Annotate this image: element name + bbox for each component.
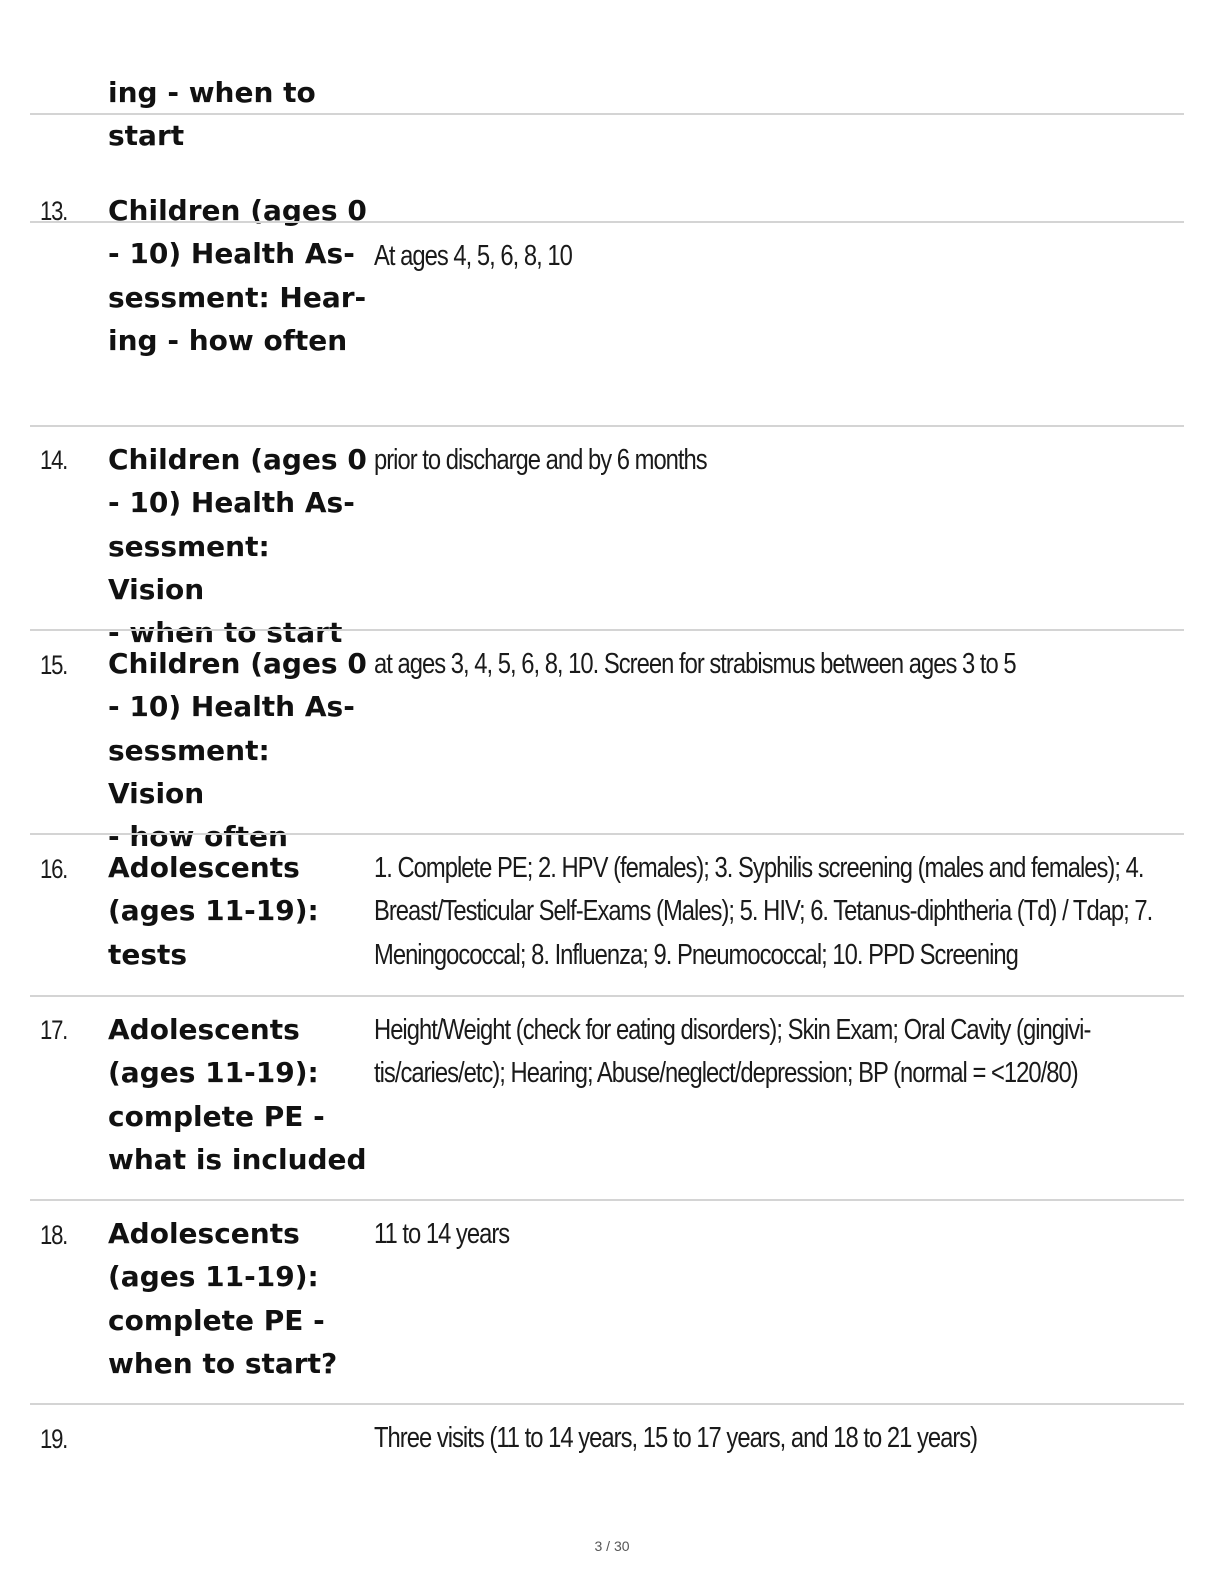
row-number-18: 18. [40, 1220, 68, 1250]
row-number-13: 13. [40, 196, 68, 226]
row-number-15: 15. [40, 650, 68, 680]
row-number-14: 14. [40, 445, 68, 475]
row-divider [30, 1199, 1184, 1201]
definition-17: Height/Weight (check for eating disorders); Skin Exam; Oral Cavity (gingivi- tis/caries/etc); Hearing; Abuse/neglect/depression; BP (normal = <120/80) [374, 1014, 1091, 1090]
term-16: Adolescents (ages 11-19): tests [108, 851, 319, 971]
definition-13: At ages 4, 5, 6, 8, 10 [374, 240, 572, 272]
row-divider [30, 1403, 1184, 1405]
term-14: Children (ages 0 - 10) Health As- sessment: Vision - when to start [108, 443, 367, 650]
row-divider [30, 113, 1184, 115]
row-divider [30, 833, 1184, 835]
definition-16: 1. Complete PE; 2. HPV (females); 3. Syphilis screening (males and females); 4. Breast/Testicular Self-Exams (Males); 5. HIV; 6. Tetanus-diphtheria (Td) / Tdap; 7. Meningococcal; 8. Influenza; 9. Pneumococcal; 10. PPD Screening [374, 852, 1153, 971]
definition-18: 11 to 14 years [374, 1218, 510, 1250]
term-17: Adolescents (ages 11-19): complete PE - what is included [108, 1013, 367, 1176]
definition-15: at ages 3, 4, 5, 6, 8, 10. Screen for strabismus between ages 3 to 5 [374, 648, 1016, 680]
term-15: Children (ages 0 - 10) Health As- sessment: Vision - how often [108, 647, 367, 854]
row-divider [30, 221, 1184, 223]
row-number-16: 16. [40, 854, 68, 884]
row-divider [30, 995, 1184, 997]
row-number-17: 17. [40, 1015, 68, 1045]
page-indicator: 3 / 30 [594, 1538, 630, 1554]
term-13: Children (ages 0 - 10) Health As- sessment: Hear- ing - how often [108, 194, 367, 357]
definition-19: Three visits (11 to 14 years, 15 to 17 years, and 18 to 21 years) [374, 1422, 978, 1454]
term-12-continued: ing - when to start [108, 76, 316, 153]
row-divider [30, 425, 1184, 427]
term-18: Adolescents (ages 11-19): complete PE - when to start? [108, 1217, 338, 1380]
definition-14: prior to discharge and by 6 months [374, 444, 707, 476]
row-divider [30, 629, 1184, 631]
row-number-19: 19. [40, 1424, 68, 1454]
